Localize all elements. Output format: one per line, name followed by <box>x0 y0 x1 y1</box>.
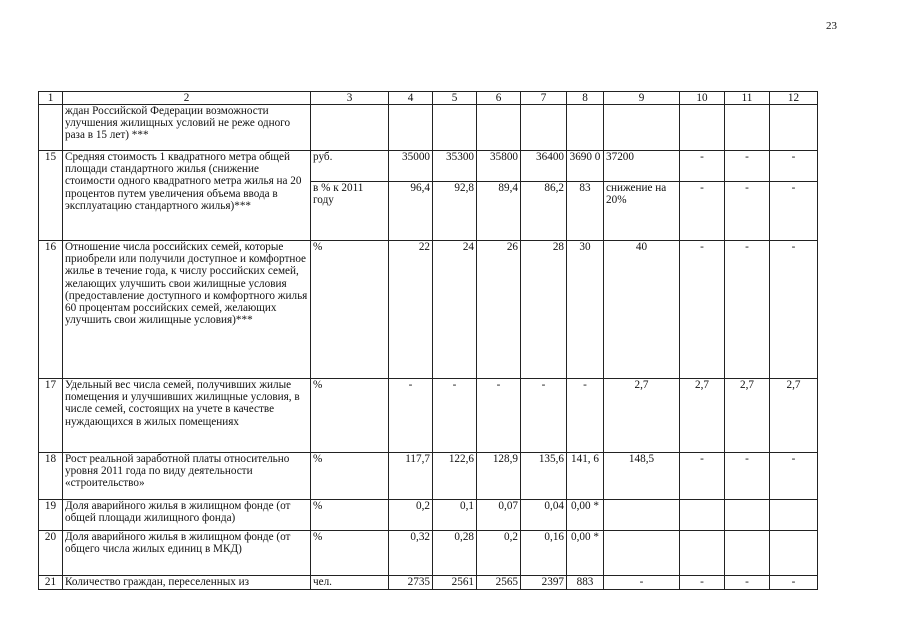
value-cell: - <box>770 151 818 182</box>
indicators-table <box>38 91 818 590</box>
value-cell: 0,00 * <box>567 500 604 531</box>
column-header: 1 <box>39 92 63 105</box>
value-cell: - <box>725 182 770 241</box>
unit-cell: % <box>311 241 389 379</box>
value-cell: 22 <box>389 241 433 379</box>
value-cell: - <box>770 182 818 241</box>
value-cell: 0,1 <box>433 500 477 531</box>
value-cell: - <box>389 379 433 453</box>
value-cell: 2,7 <box>725 379 770 453</box>
value-cell: - <box>521 379 567 453</box>
value-cell <box>604 531 680 576</box>
row-number-cell: 16 <box>39 241 63 379</box>
indicator-cell: Доля аварийного жилья в жилищном фонде (от общего числа жилых единиц в МКД) <box>63 531 311 576</box>
indicator-cell: Удельный вес числа семей, получивших жилые помещения и улучшивших жилищные условия, в числе семей, состоящих на учете в качестве нуждающихся в жилых помещениях <box>63 379 311 453</box>
row-number-cell: 20 <box>39 531 63 576</box>
value-cell <box>770 531 818 576</box>
row-number-cell: 18 <box>39 453 63 500</box>
table-row <box>39 241 818 379</box>
value-cell: 86,2 <box>521 182 567 241</box>
value-cell: 2,7 <box>604 379 680 453</box>
value-cell: - <box>680 241 725 379</box>
table-row <box>39 576 818 590</box>
value-cell: 2397 <box>521 576 567 590</box>
row-number-cell: 19 <box>39 500 63 531</box>
table-row <box>39 379 818 453</box>
unit-cell: в % к 2011 году <box>311 182 389 241</box>
unit-cell: % <box>311 453 389 500</box>
value-cell: 135,6 <box>521 453 567 500</box>
table-row <box>39 500 818 531</box>
value-cell: 83 <box>567 182 604 241</box>
row-number-cell: 21 <box>39 576 63 590</box>
indicator-cell: ждан Российской Федерации возможности улучшения жилищных условий не реже одного раза в 15 лет) *** <box>63 105 311 151</box>
value-cell: 30 <box>567 241 604 379</box>
value-cell: 35800 <box>477 151 521 182</box>
table-row <box>39 151 818 182</box>
value-cell: - <box>725 151 770 182</box>
column-header: 3 <box>311 92 389 105</box>
value-cell <box>680 500 725 531</box>
indicator-cell: Количество граждан, переселенных из <box>63 576 311 590</box>
value-cell: 26 <box>477 241 521 379</box>
column-header: 12 <box>770 92 818 105</box>
value-cell: - <box>433 379 477 453</box>
value-cell: - <box>477 379 521 453</box>
value-cell: - <box>770 241 818 379</box>
table-row <box>39 453 818 500</box>
value-cell: 883 <box>567 576 604 590</box>
unit-cell: % <box>311 531 389 576</box>
value-cell: 2,7 <box>770 379 818 453</box>
column-header: 8 <box>567 92 604 105</box>
value-cell <box>770 500 818 531</box>
value-cell: 89,4 <box>477 182 521 241</box>
value-cell: 2735 <box>389 576 433 590</box>
page-number: 23 <box>826 20 837 32</box>
column-header: 5 <box>433 92 477 105</box>
row-number-cell: 15 <box>39 151 63 241</box>
value-cell: - <box>770 453 818 500</box>
indicator-cell: Доля аварийного жилья в жилищном фонде (от общей площади жилищного фонда) <box>63 500 311 531</box>
indicator-cell: Средняя стоимость 1 квадратного метра общей площади стандартного жилья (снижение стоимости одного квадратного метра жилья на 20 процентов путем увеличения объема ввода в эксплуатацию стандартного жилья)*** <box>63 151 311 241</box>
value-cell: 3690 0 <box>567 151 604 182</box>
indicator-cell: Отношение числа российских семей, которые приобрели или получили доступное и комфортное жилье в течение года, к числу российских семей, желающих улучшить свои жилищные условия (предоставление доступного и комфортного жилья 60 процентам российских семей, желающих улучшить свои жилищные условия)*** <box>63 241 311 379</box>
value-cell: 37200 <box>604 151 680 182</box>
value-cell: 40 <box>604 241 680 379</box>
column-number-row <box>39 92 818 105</box>
value-cell: - <box>680 182 725 241</box>
value-cell <box>680 531 725 576</box>
column-header: 10 <box>680 92 725 105</box>
value-cell: - <box>680 151 725 182</box>
value-cell: - <box>770 576 818 590</box>
value-cell: 0,00 * <box>567 531 604 576</box>
value-cell: 0,32 <box>389 531 433 576</box>
value-cell: 0,07 <box>477 500 521 531</box>
value-cell: 92,8 <box>433 182 477 241</box>
value-cell: 35000 <box>389 151 433 182</box>
value-cell: 128,9 <box>477 453 521 500</box>
value-cell: 35300 <box>433 151 477 182</box>
value-cell: 0,2 <box>389 500 433 531</box>
value-cell: - <box>680 453 725 500</box>
value-cell: - <box>680 576 725 590</box>
value-cell: - <box>725 576 770 590</box>
table-row <box>39 531 818 576</box>
value-cell: 2,7 <box>680 379 725 453</box>
value-cell: - <box>725 453 770 500</box>
value-cell: 0,04 <box>521 500 567 531</box>
value-cell <box>725 531 770 576</box>
value-cell: - <box>567 379 604 453</box>
value-cell <box>725 500 770 531</box>
unit-cell: чел. <box>311 576 389 590</box>
unit-cell: руб. <box>311 151 389 182</box>
value-cell: 28 <box>521 241 567 379</box>
value-cell: 2561 <box>433 576 477 590</box>
value-cell: - <box>725 241 770 379</box>
indicator-cell: Рост реальной заработной платы относительно уровня 2011 года по виду деятельности «строительство» <box>63 453 311 500</box>
value-cell: - <box>604 576 680 590</box>
value-cell: 2565 <box>477 576 521 590</box>
unit-cell: % <box>311 500 389 531</box>
value-cell: 141, 6 <box>567 453 604 500</box>
value-cell: 0,28 <box>433 531 477 576</box>
value-cell: 148,5 <box>604 453 680 500</box>
table-row <box>39 105 818 151</box>
column-header: 7 <box>521 92 567 105</box>
value-cell: 0,16 <box>521 531 567 576</box>
row-number-cell <box>39 105 63 151</box>
value-cell: 122,6 <box>433 453 477 500</box>
row-number-cell: 17 <box>39 379 63 453</box>
unit-cell <box>311 105 389 151</box>
value-cell: 24 <box>433 241 477 379</box>
value-cell <box>604 500 680 531</box>
column-header: 9 <box>604 92 680 105</box>
value-cell: 0,2 <box>477 531 521 576</box>
column-header: 2 <box>63 92 311 105</box>
value-cell: 36400 <box>521 151 567 182</box>
unit-cell: % <box>311 379 389 453</box>
value-cell: 117,7 <box>389 453 433 500</box>
value-cell: снижение на 20% <box>604 182 680 241</box>
column-header: 6 <box>477 92 521 105</box>
value-cell: 96,4 <box>389 182 433 241</box>
column-header: 4 <box>389 92 433 105</box>
column-header: 11 <box>725 92 770 105</box>
